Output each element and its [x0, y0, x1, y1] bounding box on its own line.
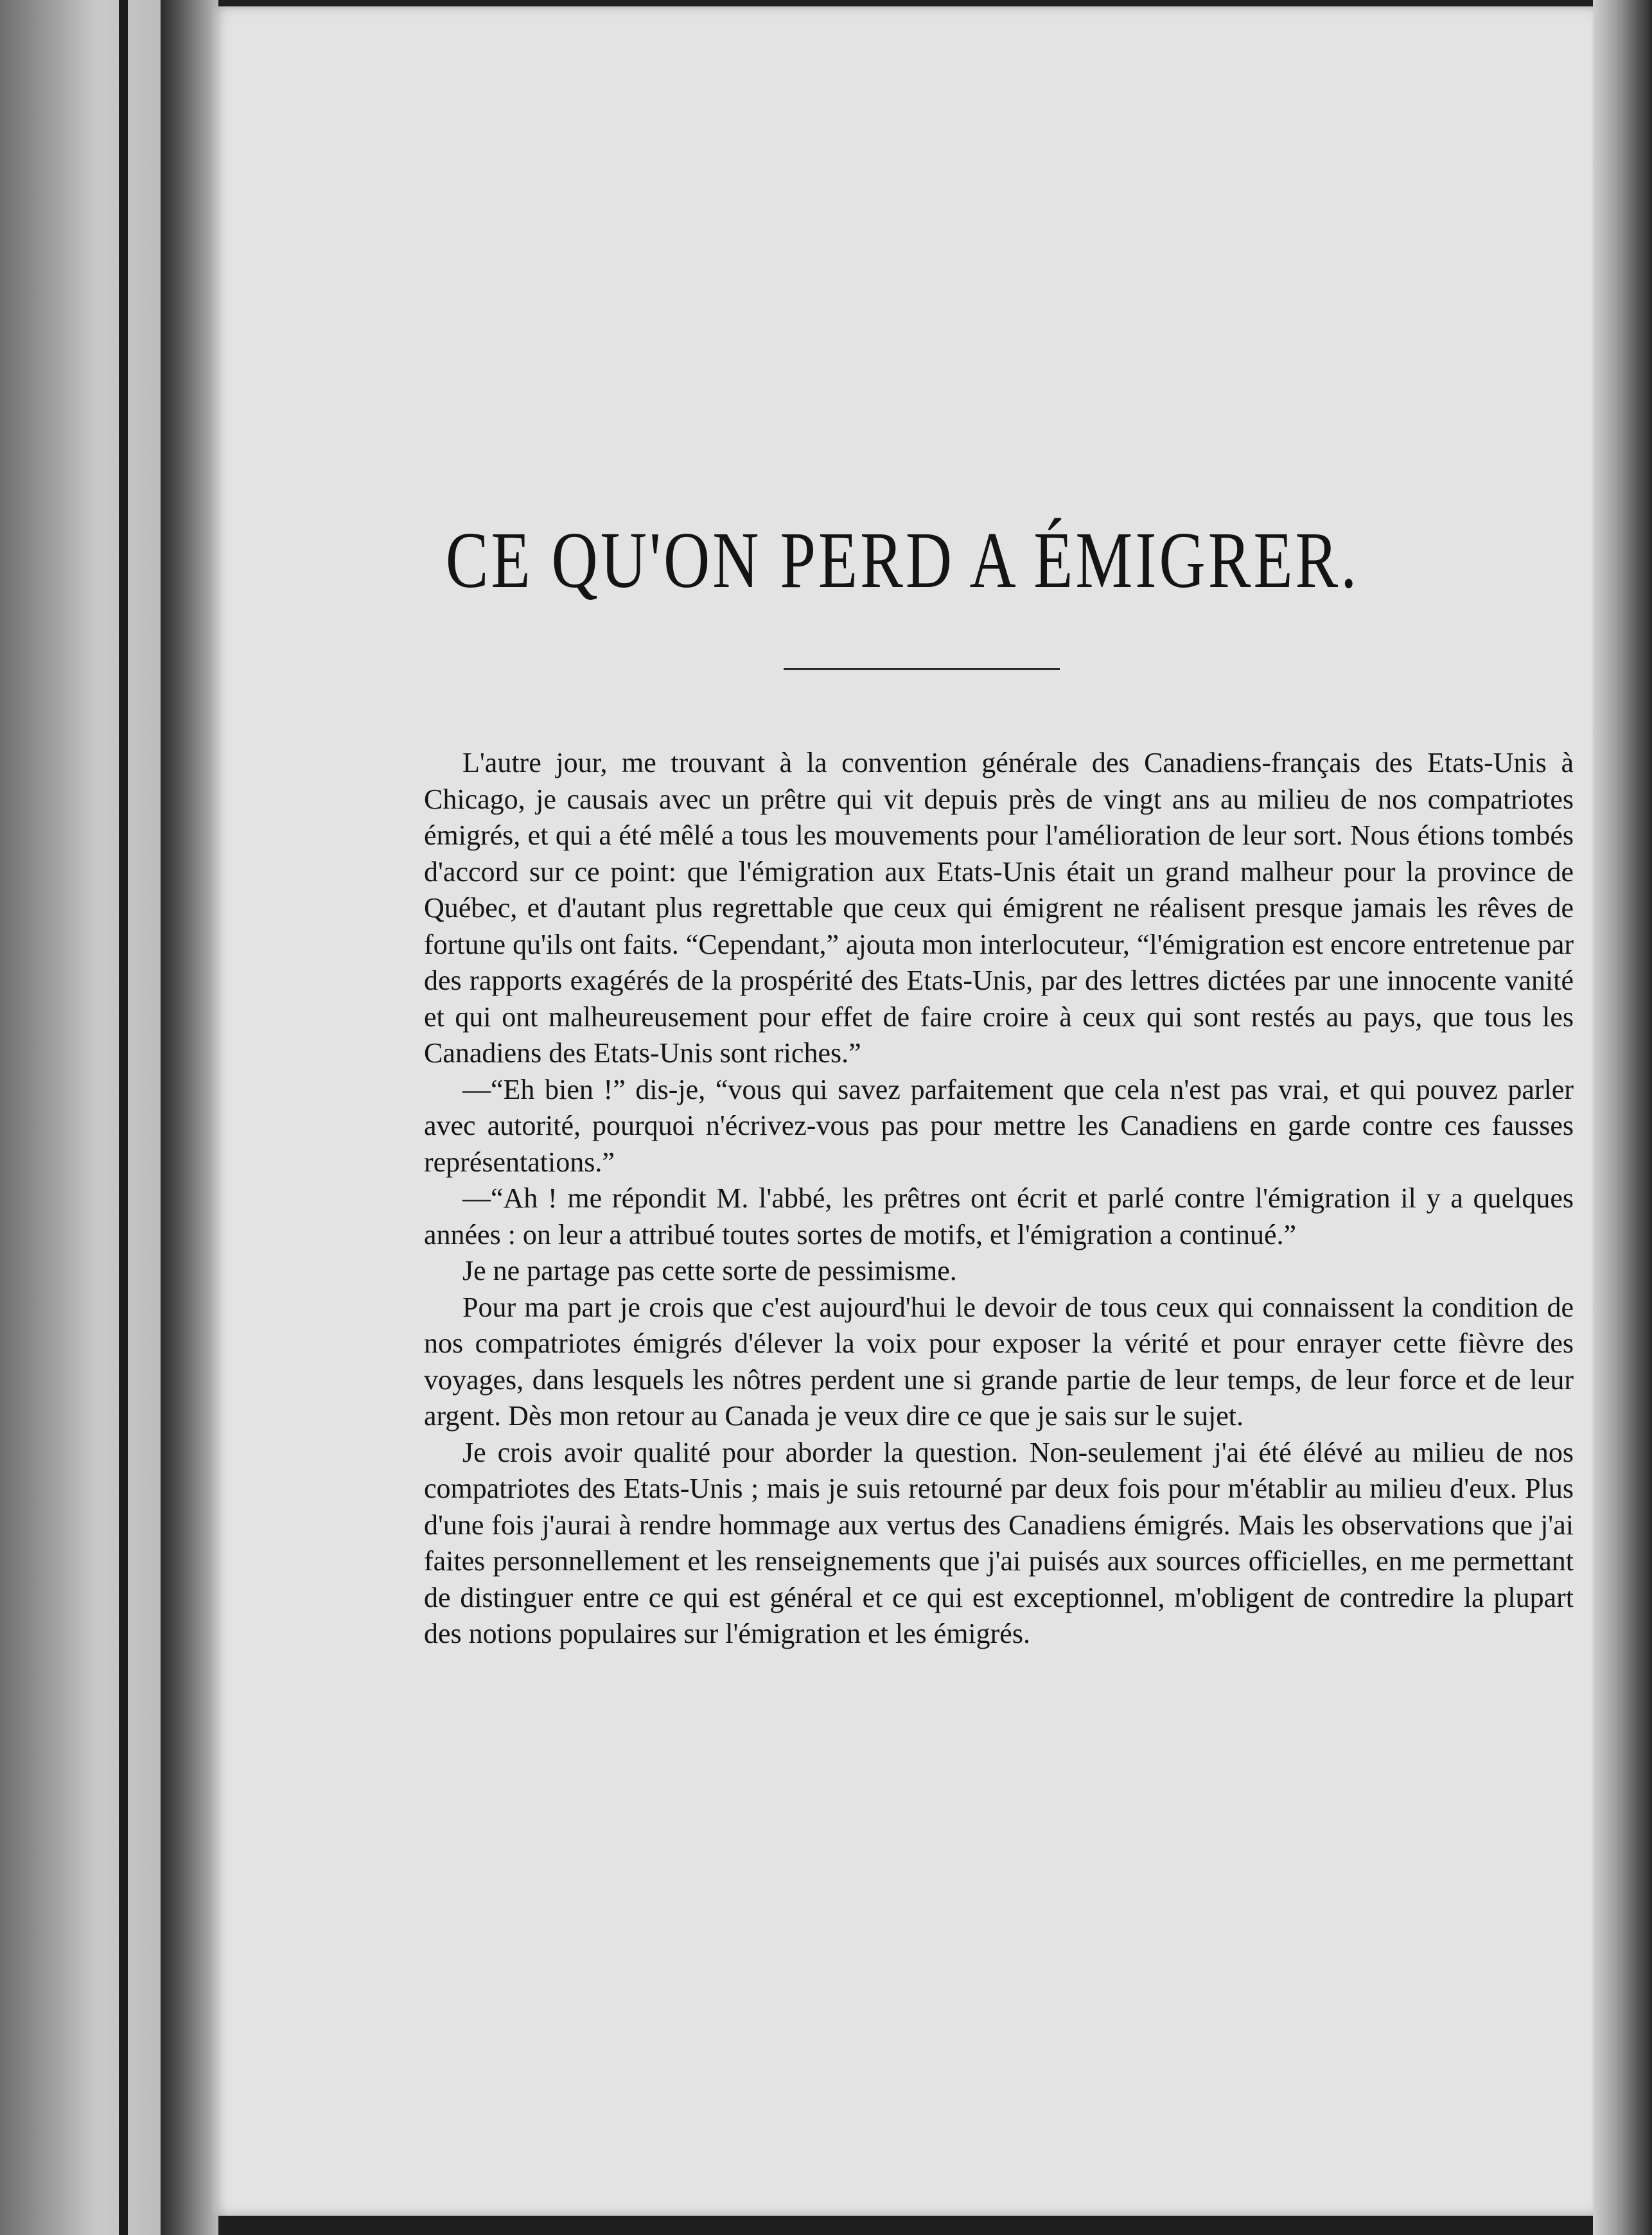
body-text — [424, 745, 1574, 1652]
binding-fold — [119, 0, 128, 2235]
paragraph: Je crois avoir qualité pour aborder la question. Non-seulement j'ai été élévé au milieu de nos compatriotes des Etats-Unis ; mais je suis retourné par deux fois pour m'établir au milieu d'eux. Plus d'une fois j'aurai à rendre hommage aux vertus des Canadiens émigrés. Mais les observations que j'ai faites personnellement et les renseignements que j'ai puisés aux sources officielles, en me permettant de distinguer entre ce qui est général et ce qui est exceptionnel, m'obligent de contredire la plupart des notions populaires sur l'émigration et les émigrés. — [424, 1436, 1574, 1649]
scanned-page — [212, 6, 1593, 2216]
paragraph: —“Eh bien !” dis-je, “vous qui savez parfaitement que cela n'est pas vrai, et qui pouvez parler avec autorité, pourquoi n'écrivez-vous pas pour mettre les Canadiens en garde contre ces fausses représentations.” — [424, 1073, 1574, 1178]
paragraph: L'autre jour, me trouvant à la convention générale des Canadiens-français des Etats-Unis à Chicago, je causais avec un prêtre qui vit depuis près de vingt ans au milieu de nos compatriotes émigrés, et qui a été mêlé a tous les mouvements pour l'amélioration de leur sort. Nous étions tombés d'accord sur ce point: que l'émigration aux Etats-Unis était un grand malheur pour la province de Québec, et d'autant plus regrettable que ceux qui émigrent ne réalisent presque jamais les rêves de fortune qu'ils ont faits. “Cependant,” ajouta mon interlocuteur, “l'émigration est encore entretenue par des rapports exagérés de la prospérité des Etats-Unis, par des lettres dictées par une innocente vanité et qui ont malheureusement pour effet de faire croire à ceux qui sont restés au pays, que tous les Canadiens des Etats-Unis sont riches.” — [424, 747, 1574, 1069]
paragraph: —“Ah ! me répondit M. l'abbé, les prêtres ont écrit et parlé contre l'émigration il y a quelques années : on leur a attribué toutes sortes de motifs, et l'émigration a continué.” — [424, 1182, 1574, 1250]
binding-gutter — [0, 0, 161, 2235]
page-title: CE QU'ON PERD A ÉMIGRER. — [445, 515, 1360, 605]
title-rule — [784, 668, 1060, 670]
page-edge — [161, 0, 218, 2235]
right-margin — [1593, 0, 1652, 2235]
paragraph: Je ne partage pas cette sorte de pessimisme. — [462, 1255, 957, 1286]
paragraph: Pour ma part je crois que c'est aujourd'hui le devoir de tous ceux qui connaissent la condition de nos compatriotes émigrés d'élever la voix pour exposer la vérité et pour enrayer cette fièvre des voyages, dans lesquels les nôtres perdent une si grande partie de leur temps, de leur force et de leur argent. Dès mon retour au Canada je veux dire ce que je sais sur le sujet. — [424, 1291, 1574, 1432]
